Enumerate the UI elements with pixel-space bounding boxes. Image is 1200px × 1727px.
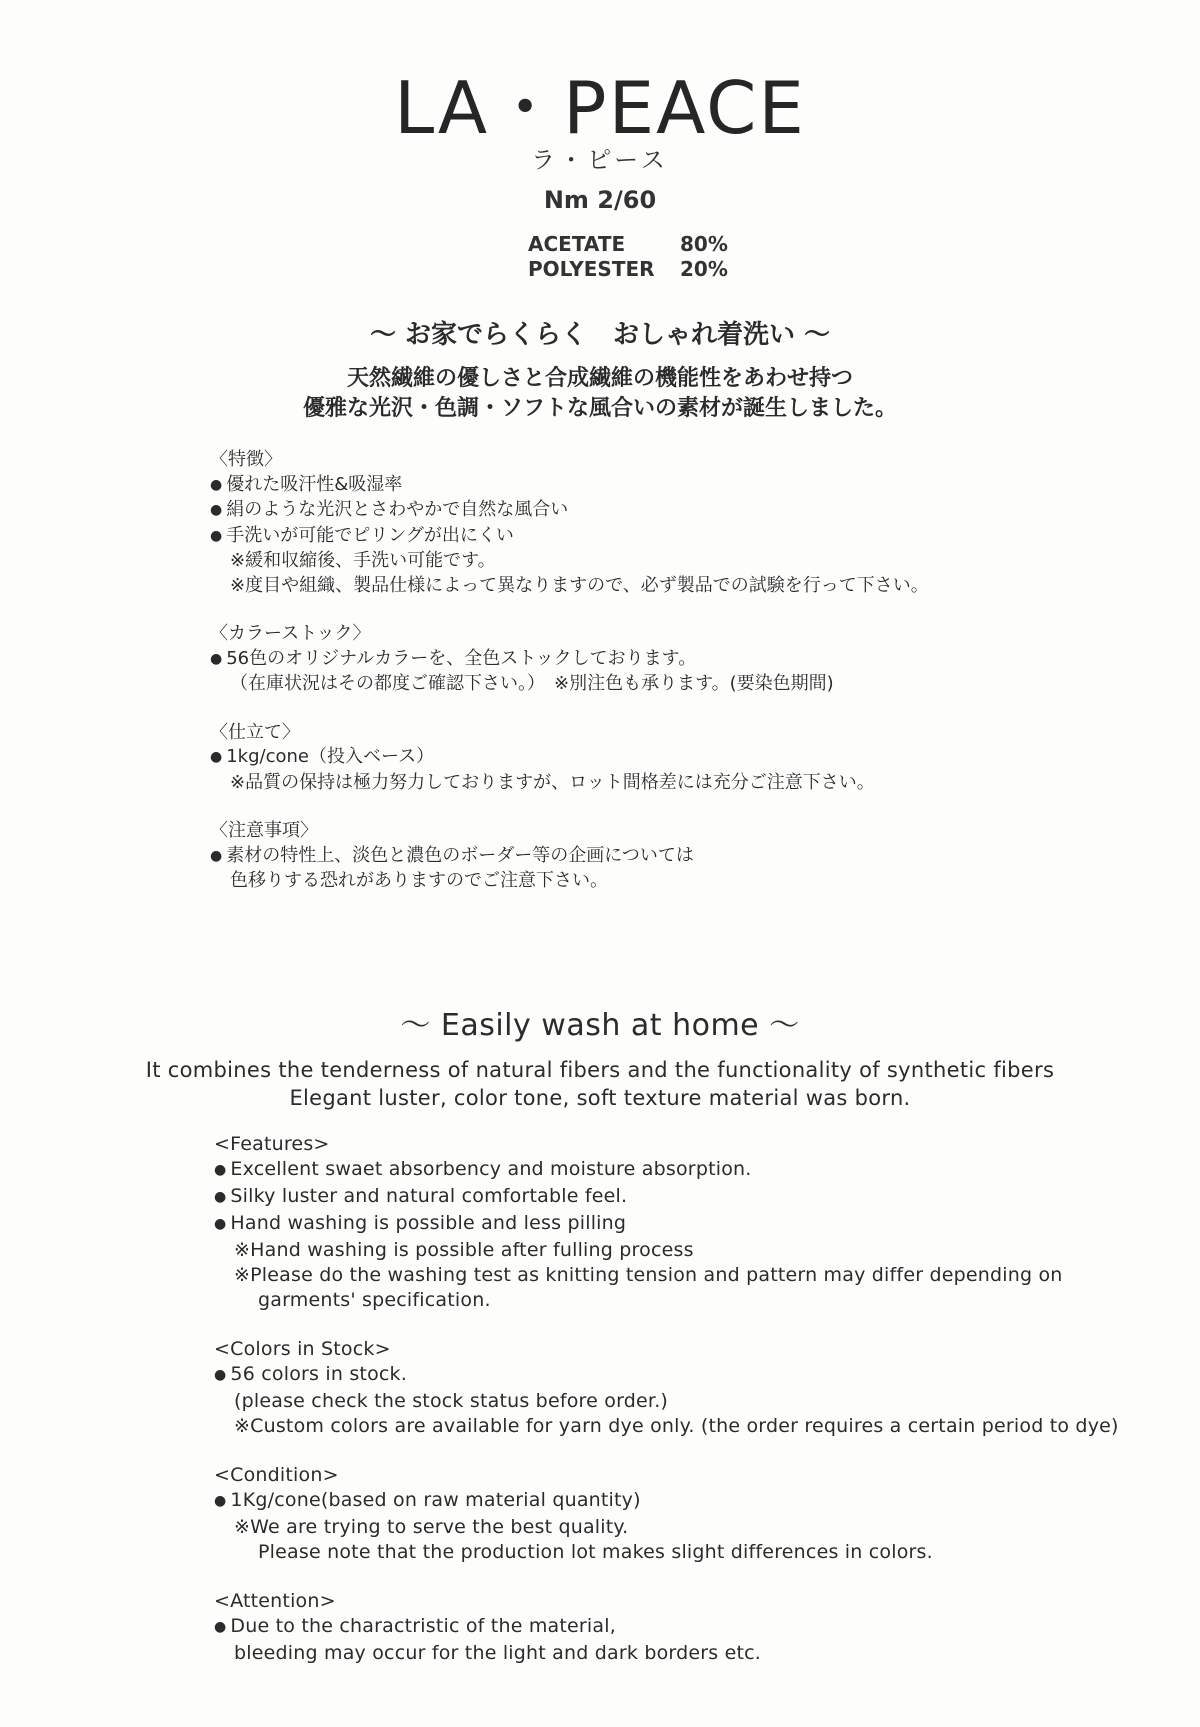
jp-features-section: [210, 448, 1110, 598]
note-item: ※Please do the washing test as knitting tension and pattern may differ depending on: [234, 1264, 1063, 1286]
jp-heading: 〜 お家でらくらく おしゃれ着洗い 〜: [369, 320, 831, 350]
list-item: ● Excellent swaet absorbency and moisture absorption.: [214, 1157, 1174, 1184]
en-lead-line: Elegant luster, color tone, soft texture material was born.: [289, 1086, 911, 1110]
en-colors-heading: <Colors in Stock>: [214, 1338, 391, 1360]
jp-lead-line: 優雅な光沢・色調・ソフトな風合いの素材が誕生しました。: [302, 396, 897, 421]
jp-colors-heading: 〈カラーストック〉: [210, 623, 371, 644]
list-item: ● 素材の特性上、淡色と濃色のボーダー等の企画については: [210, 844, 1110, 870]
list-item-continuation: bleeding may occur for the light and dark borders etc.: [234, 1642, 762, 1664]
list-item: ● 56 colors in stock.: [214, 1362, 1174, 1389]
en-colors-section: [214, 1337, 1174, 1439]
en-condition-section: [214, 1463, 1174, 1565]
en-lead-line: It combines the tenderness of natural fibers and the functionality of synthetic fibers: [145, 1058, 1055, 1082]
jp-features-heading: 〈特徴〉: [210, 449, 282, 470]
list-item-continuation: (please check the stock status before order.): [234, 1390, 669, 1412]
en-features-heading: <Features>: [214, 1133, 330, 1155]
list-item: ● 手洗いが可能でピリングが出にくい: [210, 524, 1110, 550]
jp-attention-section: [210, 819, 1110, 894]
note-item: ※品質の保持は極力努力しておりますが、ロット間格差には充分ご注意下さい。: [230, 771, 875, 793]
en-lead: [0, 1056, 1200, 1112]
product-title: LA・PEACE: [394, 66, 806, 150]
list-item: ● Hand washing is possible and less pilling: [214, 1211, 1174, 1238]
note-item: ※We are trying to serve the best quality.: [234, 1516, 629, 1538]
list-item: ● Due to the charactristic of the material,: [214, 1614, 1174, 1641]
fiber-name: POLYESTER: [528, 257, 655, 281]
en-sections: [214, 1132, 1174, 1690]
composition-row: [528, 232, 740, 257]
list-item: ● 絹のような光沢とさわやかで自然な風合い: [210, 498, 1110, 524]
list-item: ● 1kg/cone（投入ベース）: [210, 745, 1110, 771]
composition-row: [528, 257, 740, 282]
en-condition-heading: <Condition>: [214, 1464, 339, 1486]
list-item-continuation: 色移りする恐れがありますのでご注意下さい。: [230, 870, 608, 891]
fiber-composition: [528, 232, 740, 282]
product-title-kana: ラ・ピース: [531, 146, 669, 174]
en-heading: 〜 Easily wash at home 〜: [400, 1008, 800, 1043]
en-attention-section: [214, 1589, 1174, 1666]
note-item: ※緩和収縮後、手洗い可能です。: [230, 550, 496, 571]
list-item: ● 1Kg/cone(based on raw material quantity): [214, 1488, 1174, 1515]
en-attention-heading: <Attention>: [214, 1590, 336, 1612]
jp-lead-line: 天然繊維の優しさと合成繊維の機能性をあわせ持つ: [346, 366, 853, 391]
jp-colors-section: [210, 622, 1110, 697]
jp-lead: [0, 364, 1200, 424]
fiber-percent: 20%: [680, 257, 728, 281]
jp-condition-heading: 〈仕立て〉: [210, 721, 300, 743]
note-continuation: garments' specification.: [258, 1289, 491, 1311]
jp-attention-heading: 〈注意事項〉: [210, 820, 318, 841]
en-features-section: [214, 1132, 1174, 1313]
note-continuation: Please note that the production lot makes slight differences in colors.: [258, 1541, 933, 1563]
jp-sections: [210, 448, 1110, 918]
fiber-percent: 80%: [680, 232, 728, 256]
note-item: ※Custom colors are available for yarn dye only. (the order requires a certain period to dye): [234, 1415, 1119, 1437]
list-item: ● Silky luster and natural comfortable feel.: [214, 1184, 1174, 1211]
yarn-count: Nm 2/60: [543, 186, 657, 214]
note-item: ※度目や組織、製品仕様によって異なりますので、必ず製品での試験を行って下さい。: [230, 574, 929, 596]
fiber-name: ACETATE: [528, 232, 626, 256]
note-item: （在庫状況はその都度ご確認下さい。） ※別注色も承ります。(要染色期間): [230, 673, 834, 694]
note-item: ※Hand washing is possible after fulling process: [234, 1239, 694, 1261]
list-item: ● 56色のオリジナルカラーを、全色ストックしております。: [210, 647, 1110, 673]
list-item: ● 優れた吸汗性&吸湿率: [210, 473, 1110, 499]
jp-condition-section: [210, 721, 1110, 796]
